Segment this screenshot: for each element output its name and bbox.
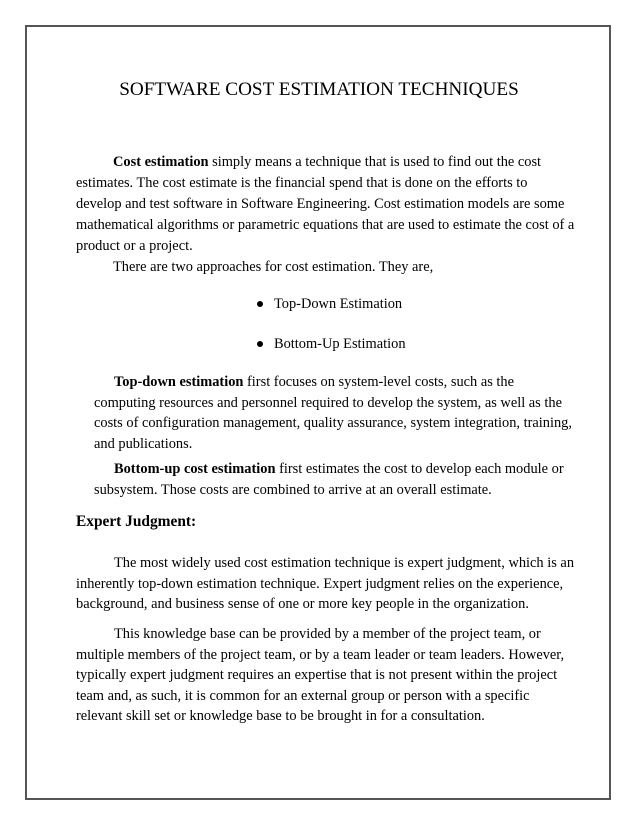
top-down-term: Top-down estimation (114, 374, 244, 390)
approach-top-down: Top-Down Estimation (274, 296, 403, 312)
bottom-up-text: first estimates the cost to develop each module or subsystem. Those costs are combined to arrive at an overall estimate. (94, 461, 564, 498)
approaches-list (257, 294, 406, 374)
intro-term: Cost estimation (113, 154, 209, 170)
expert-judgment-paragraph-2: This knowledge base can be provided by a member of the project team, or multiple members of the project team, or by a team leader or team leaders. However, typically expert judgment requires an expertise that is not present within the project team and, as such, it is common for an external group or person with a specific relevant skill set or knowledge base to be brought in for a consultation. (76, 626, 565, 725)
document-title: SOFTWARE COST ESTIMATION TECHNIQUES (119, 79, 519, 100)
bottom-up-paragraph (94, 459, 572, 500)
intro-paragraph (76, 152, 576, 257)
expert-judgment-paragraph-1: The most widely used cost estimation technique is expert judgment, which is an inherently top-down estimation technique. Expert judgment relies on the experience, background, and business sense of one or more key people in the organization. (76, 555, 575, 613)
approaches-intro: There are two approaches for cost estimation. They are, (113, 259, 434, 275)
bullet-icon (257, 341, 263, 347)
top-down-text: first focuses on system-level costs, such as the computing resources and personnel required to develop the system, as well as the costs of configuration management, quality assurance, system integration, training, and publications. (94, 374, 572, 452)
intro-text: simply means a technique that is used to find out the cost estimates. The cost estimate is the financial spend that is done on the efforts to develop and test software in Software Engineering. Cost estimation models are some mathematical algorithms or parametric equations that are used to estimate the cost of a product or a project. (76, 154, 575, 254)
bullet-icon (257, 301, 263, 307)
bottom-up-term: Bottom-up cost estimation (114, 461, 276, 477)
list-item (257, 334, 406, 374)
expert-judgment-heading: Expert Judgment: (76, 513, 197, 530)
approach-bottom-up: Bottom-Up Estimation (274, 336, 406, 352)
top-down-paragraph (94, 372, 572, 454)
list-item (257, 294, 406, 334)
